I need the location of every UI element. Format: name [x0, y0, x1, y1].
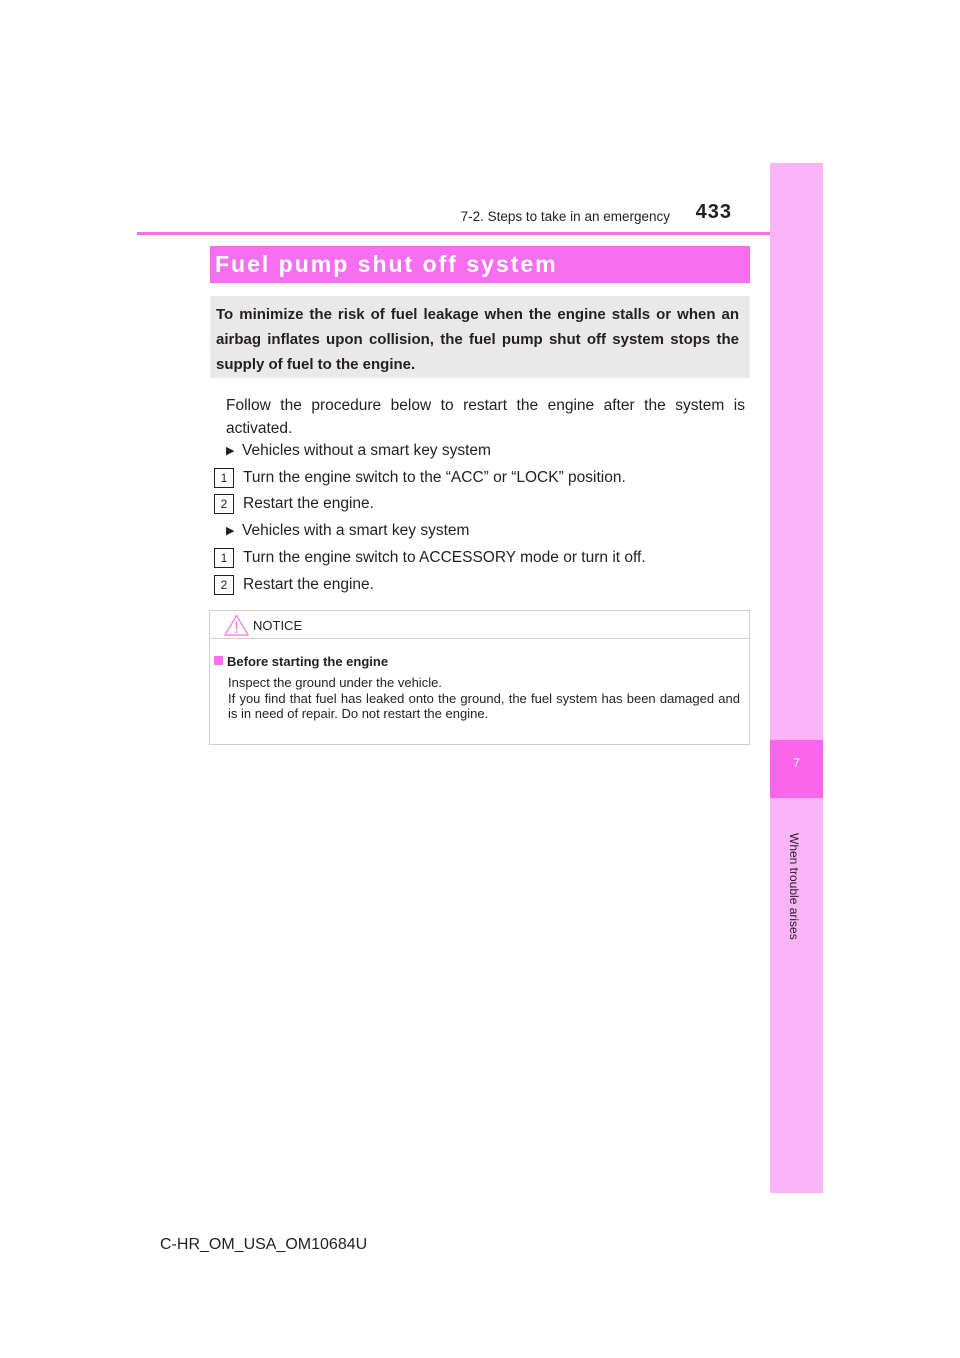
chapter-number: 7	[793, 756, 800, 770]
step-number-badge: 1	[214, 548, 234, 568]
notice-heading	[214, 654, 388, 669]
step-text: Turn the engine switch to ACCESSORY mode or turn it off.	[243, 549, 646, 566]
section-title: 7-2. Steps to take in an emergency	[460, 209, 670, 224]
chapter-title: When trouble arises	[787, 833, 801, 940]
arrow-bullet-icon: ▶	[226, 445, 235, 457]
group-label	[226, 522, 469, 540]
page-title: Fuel pump shut off system	[215, 251, 558, 277]
square-bullet-icon	[214, 656, 223, 665]
step-number-badge: 1	[214, 468, 234, 488]
document-code: C-HR_OM_USA_OM10684U	[160, 1236, 368, 1253]
chapter-side-tab	[770, 163, 823, 1193]
group-label	[226, 442, 491, 460]
page-number: 433	[695, 201, 732, 223]
chapter-title-container	[787, 833, 807, 943]
header-divider	[137, 232, 823, 235]
warning-triangle-icon	[224, 614, 249, 636]
step-text: Restart the engine.	[243, 576, 374, 593]
arrow-bullet-icon: ▶	[226, 525, 235, 537]
body-paragraph: Follow the procedure below to restart the engine after the system is activated.	[226, 397, 745, 437]
group-label-text: Vehicles with a smart key system	[242, 522, 470, 539]
notice-heading-text: Before starting the engine	[227, 654, 389, 669]
step-number-badge: 2	[214, 575, 234, 595]
step-number-badge: 2	[214, 494, 234, 514]
step-text: Restart the engine.	[243, 495, 374, 512]
step-text: Turn the engine switch to the “ACC” or “LOCK” position.	[243, 469, 626, 486]
notice-label: NOTICE	[253, 618, 303, 633]
notice-divider	[210, 638, 749, 639]
intro-text: To minimize the risk of fuel leakage when the engine stalls or when an airbag inflates upon collision, the fuel pump shut off system stops the supply of fuel to the engine.	[216, 306, 739, 373]
notice-text: Inspect the ground under the vehicle. If you find that fuel has leaked onto the ground, the fuel system has been damaged and is in need of repair. Do not restart the engine.	[228, 675, 740, 721]
group-label-text: Vehicles without a smart key system	[242, 442, 491, 459]
